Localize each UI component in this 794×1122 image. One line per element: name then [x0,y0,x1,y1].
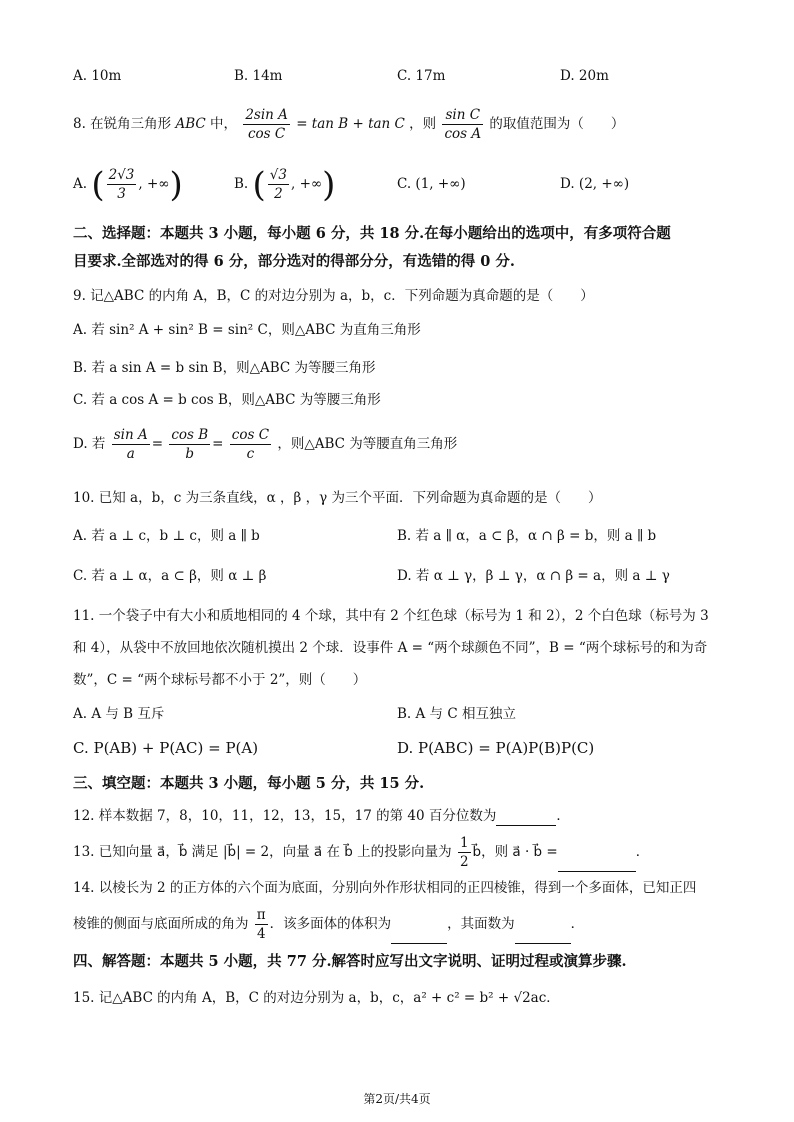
q13-mid: b⃗，则 a⃗ · b⃗ = [472,844,558,860]
q9-d-frac1 [112,426,150,463]
q7-option-d: D. 20m [560,68,609,84]
q9-d-frac1-den: a [126,446,135,462]
q11-option-c: C. P(AB) + P(AC) = P(A) [73,739,259,757]
q8-option-a: A. ( $\frac{2√3}{3}$ , +∞) [73,164,183,205]
q15-stem: 15. 记△ABC 的内角 A，B，C 的对边分别为 a，b，c，a² + c² = b² + √2ac． [73,990,560,1006]
q8-prefix: 8. 在锐角三角形 [73,116,172,132]
q7-option-b: B. 14m [234,68,283,84]
q9-d-prefix: D. 若 [73,436,106,452]
q9-stem: 9. 记△ABC 的内角 A，B，C 的对边分别为 a，b，c．下列命题为真命题的是（ ） [73,288,594,304]
q10-option-c: C. 若 a ⊥ α，a ⊂ β，则 α ⊥ β [73,568,267,584]
q11-option-d: D. P(ABC) = P(A)P(B)P(C) [397,739,595,757]
section4-heading: 四、解答题：本题共 5 小题，共 77 分.解答时应写出文字说明、证明过程或演算步骤. [73,953,627,970]
q13-answer-blank[interactable] [558,857,636,872]
q11-stem-line1: 11. 一个袋子中有大小和质地相同的 4 个球，其中有 2 个红色球（标号为 1 和 2），2 个白色球（标号为 3 [73,608,709,624]
q8-mid: 中， [210,116,238,132]
q9-option-b: B. 若 a sin A = b sin B，则△ABC 为等腰三角形 [73,360,376,376]
q13-frac-den: 2 [459,854,469,870]
q14-line2: 棱锥的侧面与底面所成的角为 $\frac{\pi}{4}$ ．该多面体的体积为 ，其面数为 ． [73,907,585,942]
q8-frac2-den: cos A [444,126,482,142]
q12-answer-blank[interactable] [496,811,556,826]
q10-option-a: A. 若 a ⊥ c，b ⊥ c，则 a ∥ b [73,528,260,544]
q8-option-d: D. (2, +∞) [560,176,630,192]
q8-option-a-frac [107,166,137,203]
q8-suffix: 的取值范围为（ ） [489,116,625,132]
q9-d-suffix: ，则△ABC 为等腰直角三角形 [277,436,458,452]
q13-frac-num: 1 [459,835,469,851]
q11-option-a: A. A 与 B 互斥 [73,706,165,722]
q8-option-b-label: B. [234,176,249,192]
q8-option-b: B. ( $\frac{√3}{2}$ , +∞) [234,164,336,205]
q14-mid2: ，其面数为 [447,916,515,932]
q14-prefix: 棱锥的侧面与底面所成的角为 [73,916,249,932]
q8-frac1-den: cos C [247,126,286,142]
q8-then: ，则 [409,116,437,132]
q9-d-frac2 [169,426,210,463]
page-footer: 第2页/共4页 [363,1092,431,1106]
q13-frac [458,834,471,871]
q11-option-b: B. A 与 C 相互独立 [397,706,516,722]
q13: 13. 已知向量 a⃗，b⃗ 满足 |b⃗| = 2，向量 a⃗ 在 b⃗ 上的投影向量为 $\frac{1}{2}$ b⃗，则 a⃗ · b⃗ = ． [73,835,650,870]
q8-option-a-num: 2√3 [108,167,135,183]
q10-stem: 10. 已知 a，b，c 为三条直线，α ，β ，γ 为三个平面．下列命题为真命题的是（ ） [73,490,602,506]
q8-option-a-den: 3 [117,186,126,202]
q9-d-frac2-num: cos B [171,427,209,443]
q14-frac [255,906,268,943]
q8-option-b-frac [268,166,289,203]
q9-option-c: C. 若 a cos A = b cos B，则△ABC 为等腰三角形 [73,392,381,408]
section2-heading-line1: 二、选择题：本题共 3 小题，每小题 6 分，共 18 分.在每小题给出的选项中，有多项符合题 [73,225,671,242]
q8-option-a-label: A. [73,176,88,192]
q9-option-a: A. 若 sin² A + sin² B = sin² C，则△ABC 为直角三角形 [73,322,421,338]
q10-option-b: B. 若 a ∥ α，a ⊂ β，α ∩ β = b，则 a ∥ b [397,528,657,544]
q8-option-b-den: 2 [274,186,283,202]
q8-frac2-num: sin C [442,106,483,125]
q14-line1: 14. 以棱长为 2 的正方体的六个面为底面，分别向外作形状相同的正四棱锥，得到一个多面体，已知正四 [73,880,697,896]
q8-frac1-num: 2sin A [245,107,288,123]
q8-stem [73,104,754,144]
q14-frac-den: 4 [256,926,266,942]
q9-option-d: D. 若 $\frac{\text{sin A}}{a}$ = $\frac{\text{cos B}}{b}$ = $\frac{\text{cos C}}{c}$ ，则△ABC 为等腰直角三角形 [73,427,458,462]
section2-heading-line2: 目要求.全部选对的得 6 分，部分选对的得部分分，有选错的得 0 分. [73,253,515,270]
q7-option-a: A. 10m [73,68,122,84]
q8-triangle: ABC [175,116,206,132]
q14-answer-blank-1[interactable] [391,929,447,944]
q11-stem-line2: 和 4），从袋中不放回地依次随机摸出 2 个球．设事件 A = “两个球颜色不同”，B = “两个球标号的和为奇 [73,640,708,656]
q9-d-frac3-num: cos C [231,427,270,443]
q8-option-c: C. (1, +∞) [397,176,466,192]
q7-option-c: C. 17m [397,68,446,84]
q14-mid: ．该多面体的体积为 [269,916,392,932]
q9-d-frac1-num: sin A [113,427,148,443]
q14-answer-blank-2[interactable] [515,929,571,944]
q9-d-frac3-den: c [246,446,255,462]
q8-option-a-tail: , +∞ [138,176,170,192]
q9-d-frac3 [230,426,271,463]
q8-option-b-num: √3 [269,167,287,183]
q8-equation: = tan B + tan C [296,116,405,132]
q11-stem-line3: 数”，C = “两个球标号都不小于 2”，则（ ） [73,672,367,688]
q13-prefix: 13. 已知向量 a⃗，b⃗ 满足 |b⃗| = 2，向量 a⃗ 在 b⃗ 上的投影向量为 [73,844,452,860]
section3-heading: 三、填空题：本题共 3 小题，每小题 5 分，共 15 分. [73,775,425,792]
q8-option-b-tail: , +∞ [290,176,323,192]
q9-d-frac2-den: b [185,446,195,462]
q8-fraction-1 [243,106,290,143]
q10-option-d: D. 若 α ⊥ γ，β ⊥ γ，α ∩ β = a，则 a ⊥ γ [397,568,670,584]
q14-frac-num: π [256,907,266,923]
q8-fraction-2 [442,106,483,143]
q12: 12. 样本数据 7，8，10，11，12，13，15，17 的第 40 百分位数为 ． [73,808,570,824]
q12-text: 12. 样本数据 7，8，10，11，12，13，15，17 的第 40 百分位数为 [73,808,497,824]
